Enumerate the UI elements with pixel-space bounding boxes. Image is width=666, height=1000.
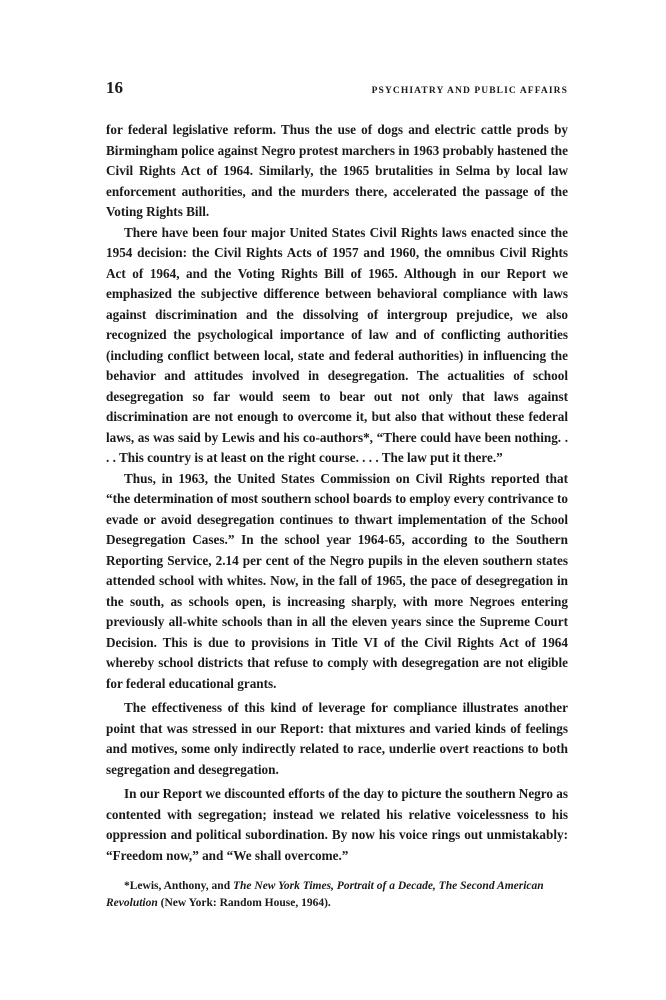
paragraph-3: Thus, in 1963, the United States Commission on Civil Rights reported that “the determination of most southern school boards to employ every contrivance to evade or avoid desegregation continues to thwart implementation of the School Desegregation Cases.” In the school year 1964-65, according to the Southern Reporting Service, 2.14 per cent of the Negro pupils in the eleven southern states attended school with whites. Now, in the fall of 1965, the pace of desegregation in the south, as schools open, is increasing sharply, with more Negroes entering previously all-white schools than in all the eleven years since the Supreme Court Decision. This is due to provisions in Title VI of the Civil Rights Act of 1964 whereby school districts that refuse to comply with desegregation are not eligible for federal educational grants.: [106, 470, 568, 691]
paragraph-2: There have been four major United States Civil Rights laws enacted since the 1954 decision: the Civil Rights Acts of 1957 and 1960, the omnibus Civil Rights Act of 1964, and the Voting Rights Bill of 1965. Although in our Report we emphasized the subjective difference between behavioral compliance with laws against discrimination and the dissolving of intergroup prejudice, we also recognized the psychological importance of law and of conflicting authorities (including conflict between local, state and federal authorities) in influencing the behavior and attitudes involved in desegregation. The actualities of school desegregation so far would seem to bear out not only that laws against discrimination are not enough to overcome it, but also that without these federal laws, as was said by Lewis and his co-authors*, “There could have been nothing. . . . This country is at least on the right course. . . . The law put it there.”: [106, 224, 568, 465]
footnote: [106, 878, 568, 912]
footnote-authors: *Lewis, Anthony, and: [124, 880, 233, 892]
footnote-title: The New York Times, Portrait of a Decade, The Second American Revolution: [106, 880, 544, 909]
running-head: [106, 78, 568, 106]
paragraph-4: The effectiveness of this kind of leverage for compliance illustrates another point that was stressed in our Report: that mixtures and varied kinds of feelings and motives, some only indirectly related to race, underlie overt reactions to both segregation and desegregation.: [106, 700, 568, 777]
page-number: 16: [106, 78, 123, 97]
book-page: [106, 78, 568, 912]
paragraph-1: for federal legislative reform. Thus the use of dogs and electric cattle prods by Birmingham police against Negro protest marchers in 1963 probably hastened the Civil Rights Act of 1964. Similarly, the 1965 brutalities in Selma by local law enforcement authorities, and the murders there, accelerated the passage of the Voting Rights Bill.: [106, 122, 568, 219]
running-head-title: PSYCHIATRY AND PUBLIC AFFAIRS: [371, 86, 568, 96]
body-text: [106, 120, 568, 866]
footnote-publisher: (New York: Random House, 1964).: [157, 897, 331, 909]
paragraph-5: In our Report we discounted efforts of the day to picture the southern Negro as contented with segregation; instead we related his relative voicelessness to his oppression and political subordination. By now his voice rings out unmistakably: “Freedom now,” and “We shall overcome.”: [106, 786, 568, 863]
